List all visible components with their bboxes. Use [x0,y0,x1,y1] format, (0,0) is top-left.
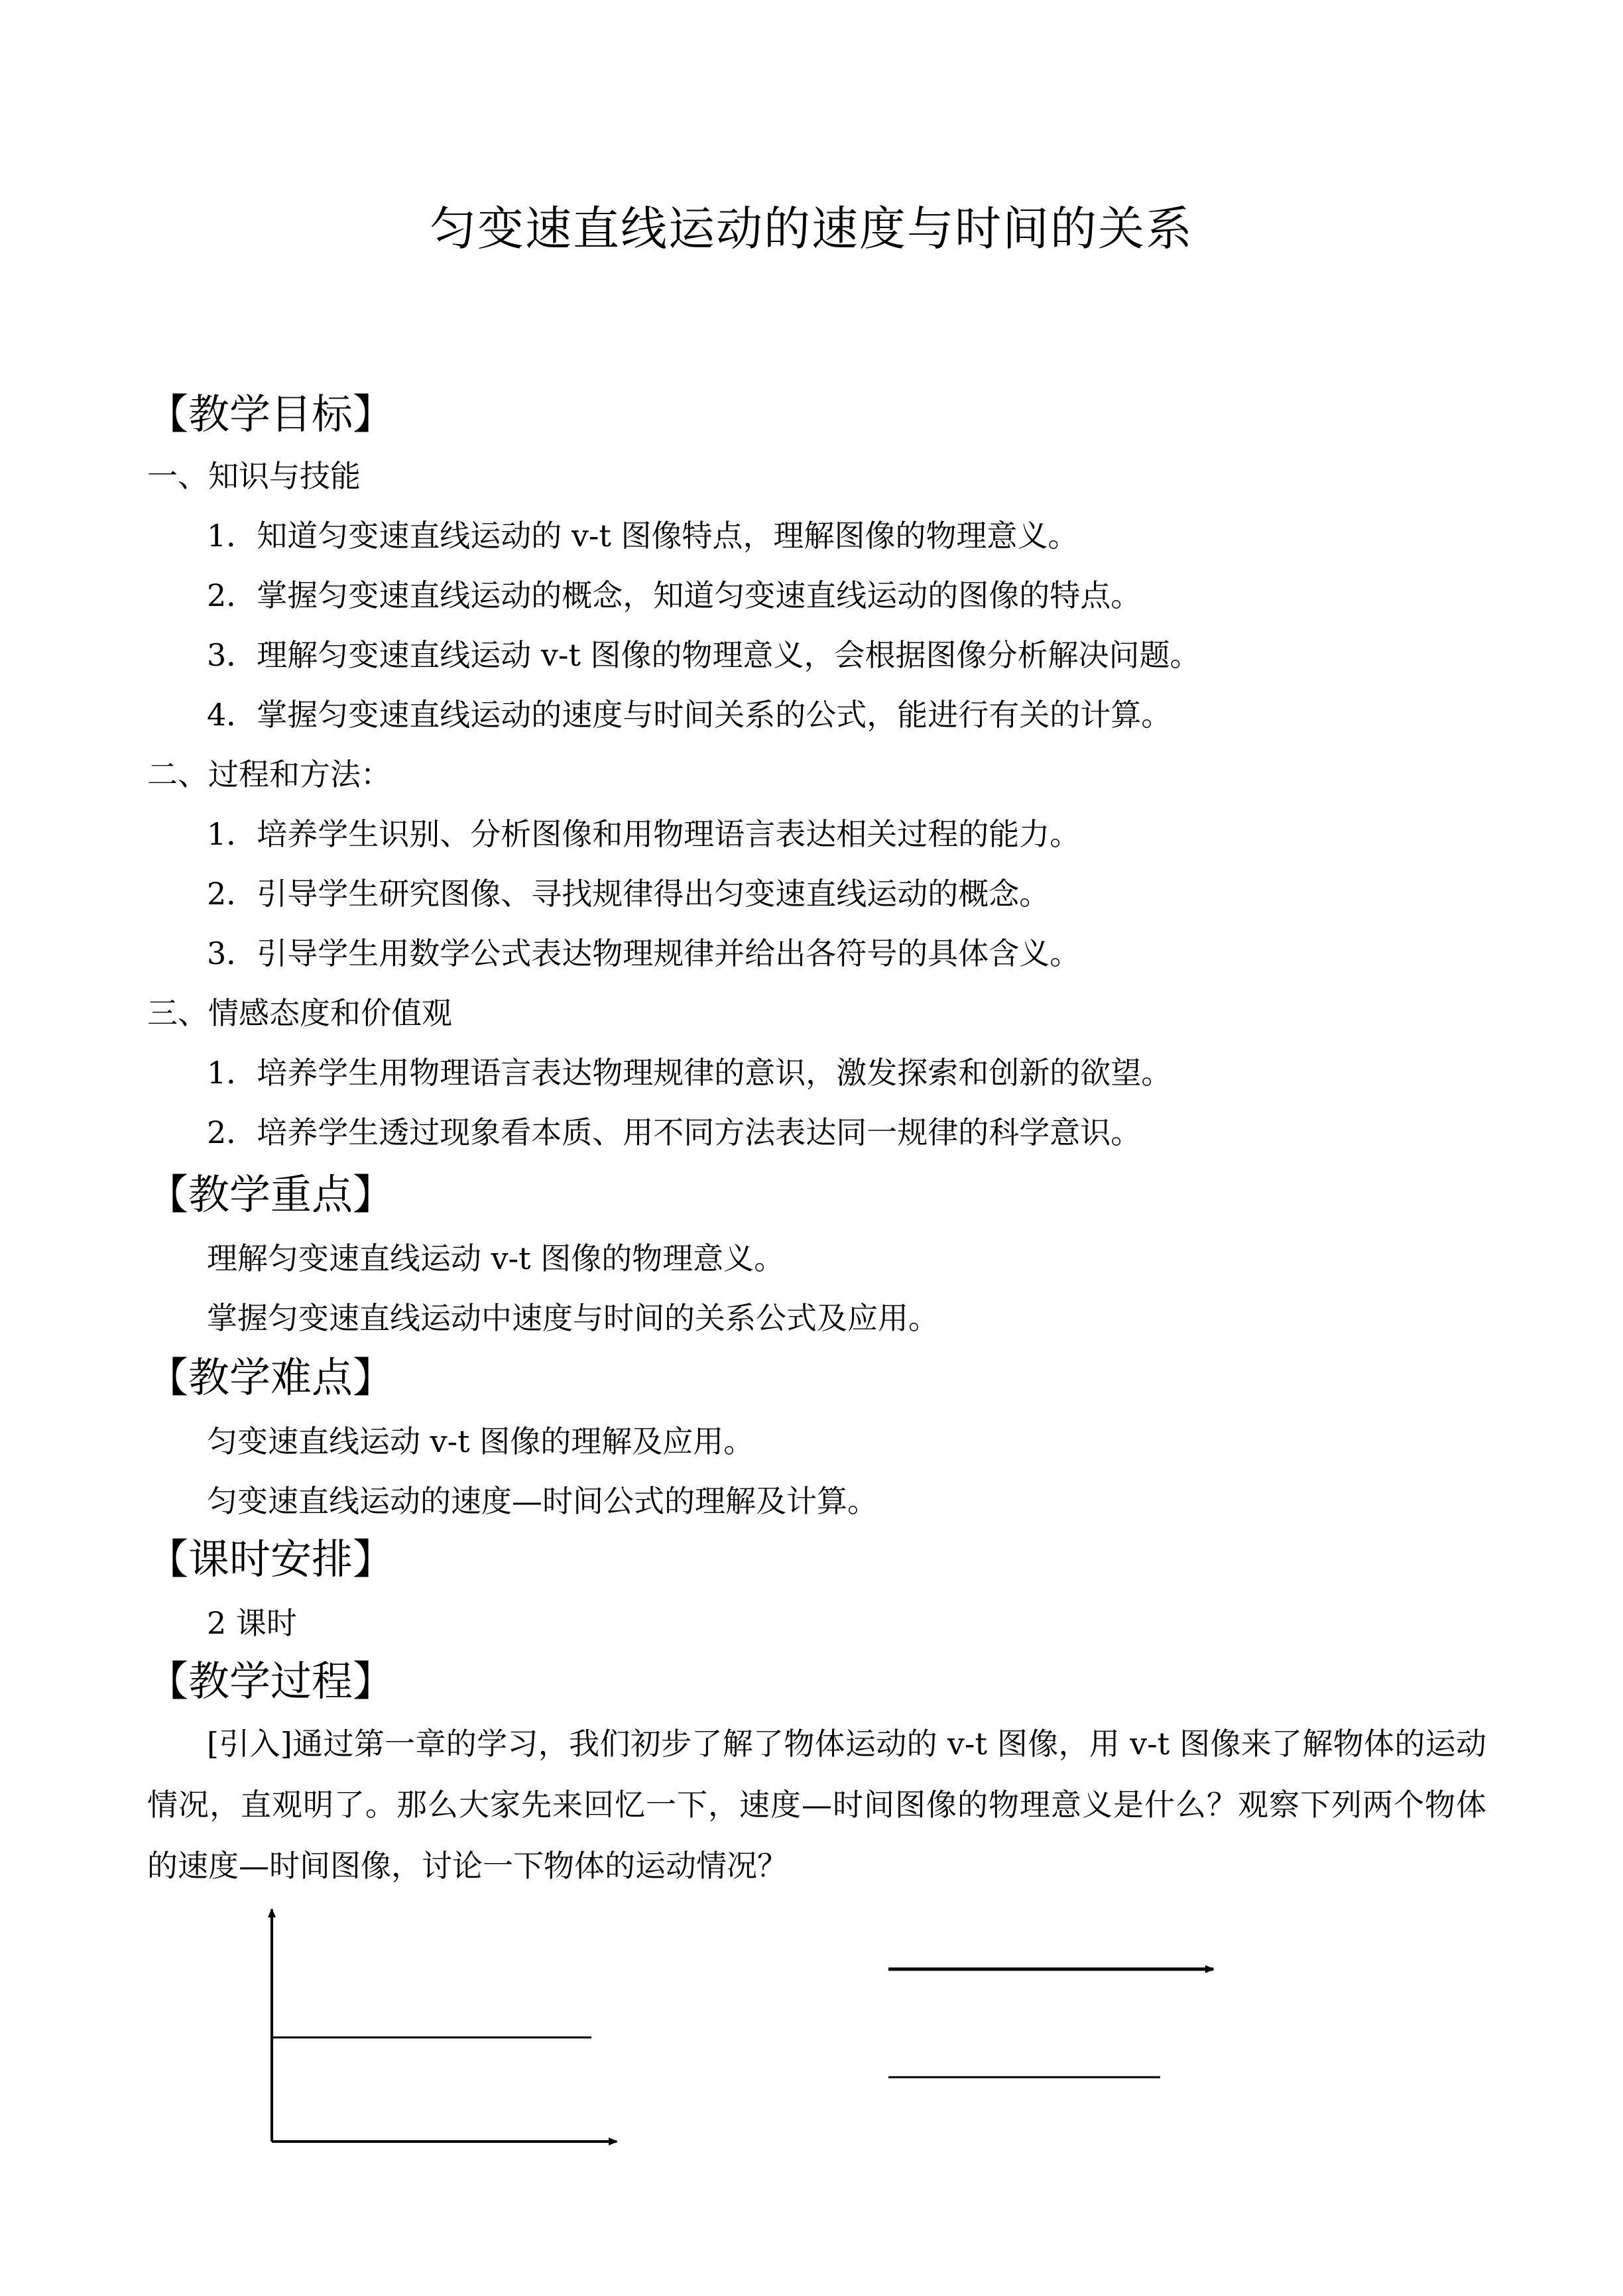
section-attitudes-values: 三、情感态度和价值观 [147,995,452,1031]
key-point-item: 理解匀变速直线运动 v-t 图像的物理意义。 [207,1240,785,1276]
heading-schedule: 【课时安排】 [147,1535,394,1583]
objective-item: 3．理解匀变速直线运动 v-t 图像的物理意义，会根据图像分析解决问题。 [207,637,1201,673]
vt-graph-left [272,1909,617,2142]
objective-item: 2．引导学生研究图像、寻找规律得出匀变速直线运动的概念。 [207,876,1050,912]
objective-item: 1．培养学生识别、分析图像和用物理语言表达相关过程的能力。 [207,816,1081,852]
schedule-text: 2 课时 [207,1605,297,1641]
heading-teaching-objectives: 【教学目标】 [147,390,394,438]
intro-paragraph: [引入]通过第一章的学习，我们初步了解了物体运动的 v-t 图像，用 v-t 图像来了解物体的运动情况，直观明了。那么大家先来回忆一下，速度—时间图像的物理意义是什么？观察下列两个物体的速度—时间图像，讨论一下物体的运动情况？ [147,1726,1486,1884]
vt-graph-right [888,1969,1213,2077]
section-knowledge-skills: 一、知识与技能 [147,458,361,494]
objective-item: 4．掌握匀变速直线运动的速度与时间关系的公式，能进行有关的计算。 [207,697,1172,733]
objective-item: 1．知道匀变速直线运动的 v-t 图像特点，理解图像的物理意义。 [207,518,1079,554]
heading-key-points: 【教学重点】 [147,1170,394,1219]
objective-item: 2．培养学生透过现象看本质、用不同方法表达同一规律的科学意识。 [207,1115,1142,1150]
difficulty-item: 匀变速直线运动 v-t 图像的理解及应用。 [207,1423,754,1459]
section-process-methods: 二、过程和方法： [147,756,391,792]
heading-teaching-process: 【教学过程】 [147,1657,394,1705]
objective-item: 1．培养学生用物理语言表达物理规律的意识，激发探索和创新的欲望。 [207,1055,1172,1091]
key-point-item: 掌握匀变速直线运动中速度与时间的关系公式及应用。 [207,1300,939,1336]
document-title: 匀变速直线运动的速度与时间的关系 [430,202,1193,256]
difficulty-item: 匀变速直线运动的速度—时间公式的理解及计算。 [207,1483,878,1519]
objective-item: 3．引导学生用数学公式表达物理规律并给出各符号的具体含义。 [207,936,1081,971]
objective-item: 2．掌握匀变速直线运动的概念，知道匀变速直线运动的图像的特点。 [207,577,1142,613]
heading-difficulties: 【教学难点】 [147,1353,394,1402]
